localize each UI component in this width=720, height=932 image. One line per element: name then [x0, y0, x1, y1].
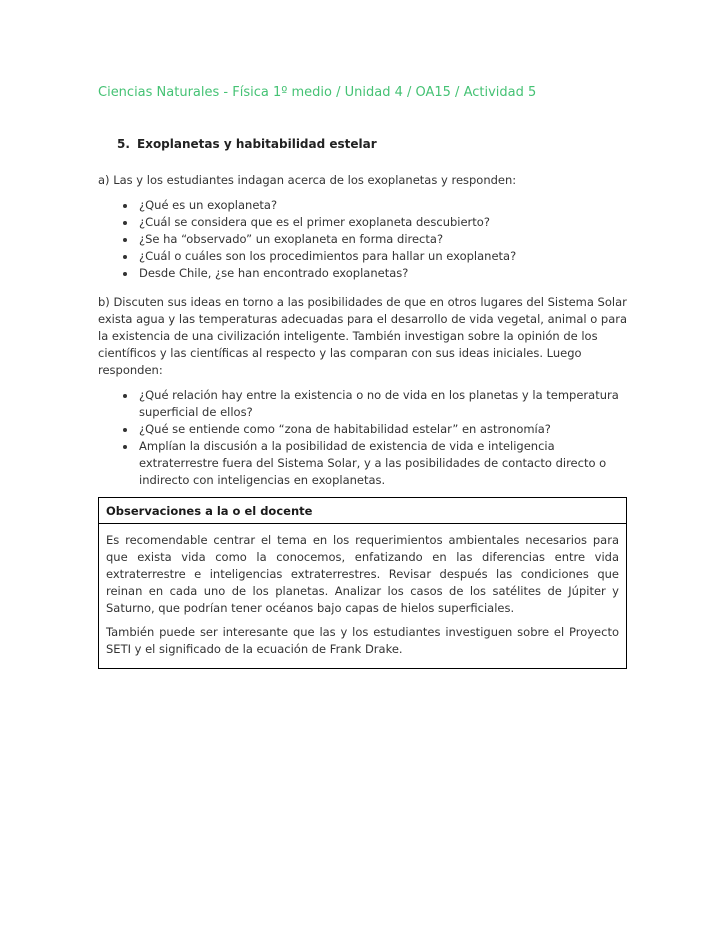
breadcrumb: Ciencias Naturales - Física 1º medio / Unidad 4 / OA15 / Actividad 5	[98, 85, 537, 100]
paragraph-a-intro: a) Las y los estudiantes indagan acerca de los exoplanetas y responden:	[98, 173, 517, 187]
question-list-a	[98, 197, 632, 282]
activity-title: Exoplanetas y habitabilidad estelar	[137, 137, 377, 151]
notes-paragraph: Es recomendable centrar el tema en los requerimientos ambientales necesarios para que exista vida como la conocemos, enfatizando en las diferencias entre vida extraterrestre e inteligencias extraterrestres. Revisar después las condiciones que reinan en cada uno de los planetas. Analizar los casos de los satélites de Júpiter y Saturno, que podrían tener océanos bajo capas de hielos superficiales.	[106, 533, 619, 615]
list-item: • ¿Qué se entiende como “zona de habitabilidad estelar” en astronomía?	[137, 421, 632, 438]
list-item: • Amplían la discusión a la posibilidad de existencia de vida e inteligencia extraterrestre fuera del Sistema Solar, y a las posibilidades de contacto directo o indirecto con inteligencias en exoplanetas.	[137, 438, 632, 489]
teacher-notes-box	[98, 497, 627, 669]
list-item: • ¿Qué es un exoplaneta?	[137, 197, 632, 214]
list-item: • ¿Cuál o cuáles son los procedimientos para hallar un exoplaneta?	[137, 248, 632, 265]
notes-paragraph: También puede ser interesante que las y los estudiantes investiguen sobre el Proyecto SETI y el significado de la ecuación de Frank Drake.	[106, 625, 619, 656]
list-item: • ¿Cuál se considera que es el primer exoplaneta descubierto?	[137, 214, 632, 231]
activity-heading	[98, 137, 632, 152]
list-item: • ¿Se ha “observado” un exoplaneta en forma directa?	[137, 231, 632, 248]
paragraph-b-intro: b) Discuten sus ideas en torno a las posibilidades de que en otros lugares del Sistema Solar exista agua y las temperaturas adecuadas para el desarrollo de vida vegetal, animal o para la existencia de una civilización inteligente. También investigan sobre la opinión de los científicos y las científicas al respecto y las comparan con sus ideas iniciales. Luego responden:	[98, 295, 628, 377]
question-list-b	[98, 387, 632, 489]
activity-number: 5.	[117, 137, 130, 151]
list-item: • Desde Chile, ¿se han encontrado exoplanetas?	[137, 265, 632, 282]
notes-title: Observaciones a la o el docente	[99, 498, 626, 524]
list-item: • ¿Qué relación hay entre la existencia o no de vida en los planetas y la temperatura superficial de ellos?	[137, 387, 632, 421]
notes-body	[99, 532, 626, 668]
